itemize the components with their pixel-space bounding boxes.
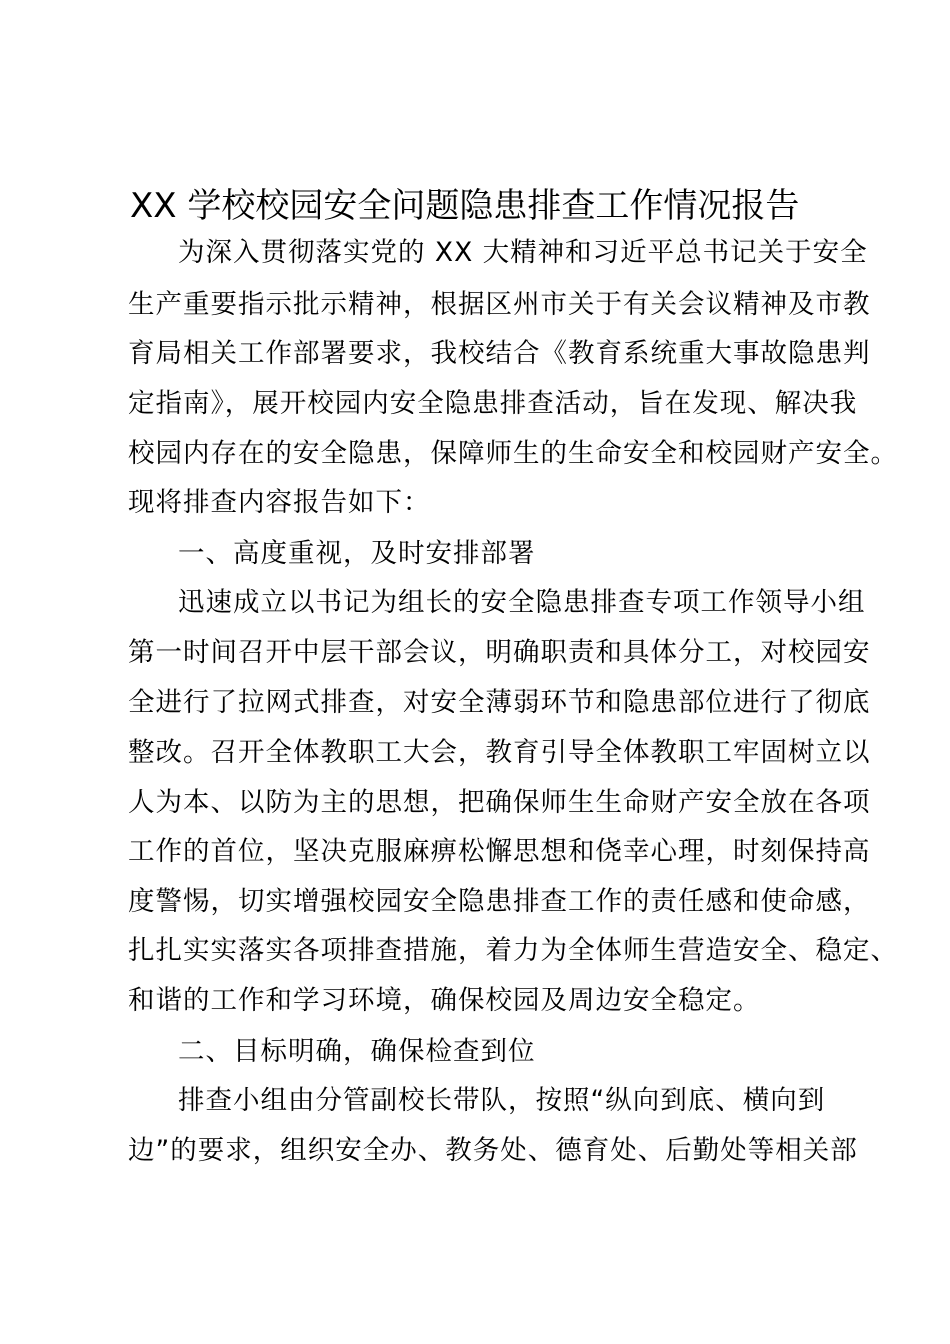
- paragraph-line: 校园内存在的安全隐患，保障师生的生命安全和校园财产安全。: [128, 438, 898, 469]
- document-title: XX 学校校园安全问题隐患排查工作情况报告: [130, 186, 800, 226]
- section-heading-1: 一、高度重视，及时安排部署: [178, 538, 536, 569]
- paragraph-line: 和谐的工作和学习环境，确保校园及周边安全稳定。: [128, 985, 761, 1016]
- paragraph-line: 排查小组由分管副校长带队，按照“纵向到底、横向到: [178, 1085, 826, 1116]
- section-heading-2: 二、目标明确，确保检查到位: [178, 1036, 536, 1067]
- paragraph-line: 迅速成立以书记为组长的安全隐患排查专项工作领导小组: [178, 587, 866, 618]
- paragraph-line: 为深入贯彻落实党的 XX 大精神和习近平总书记关于安全: [178, 237, 868, 268]
- paragraph-line: 工作的首位，坚决克服麻痹松懈思想和侥幸心理，时刻保持高: [128, 836, 871, 867]
- paragraph-line: 定指南》，展开校园内安全隐患排查活动，旨在发现、解决我: [128, 388, 858, 419]
- paragraph-line: 边”的要求，组织安全办、教务处、德育处、后勤处等相关部: [128, 1135, 858, 1166]
- paragraph-line: 整改。召开全体教职工大会，教育引导全体教职工牢固树立以: [128, 737, 871, 768]
- paragraph-line: 现将排查内容报告如下：: [128, 487, 431, 518]
- paragraph-line: 人为本、以防为主的思想，把确保师生生命财产安全放在各项: [128, 787, 871, 818]
- paragraph-line: 生产重要指示批示精神，根据区州市关于有关会议精神及市教: [128, 289, 871, 320]
- paragraph-line: 第一时间召开中层干部会议，明确职责和具体分工，对校园安: [128, 637, 871, 668]
- paragraph-line: 全进行了拉网式排查，对安全薄弱环节和隐患部位进行了彻底: [128, 687, 871, 718]
- paragraph-line: 育局相关工作部署要求，我校结合《教育系统重大事故隐患判: [128, 338, 871, 369]
- paragraph-line: 扎扎实实落实各项排查措施，着力为全体师生营造安全、稳定、: [128, 935, 898, 966]
- paragraph-line: 度警惕，切实增强校园安全隐患排查工作的责任感和使命感，: [128, 886, 871, 917]
